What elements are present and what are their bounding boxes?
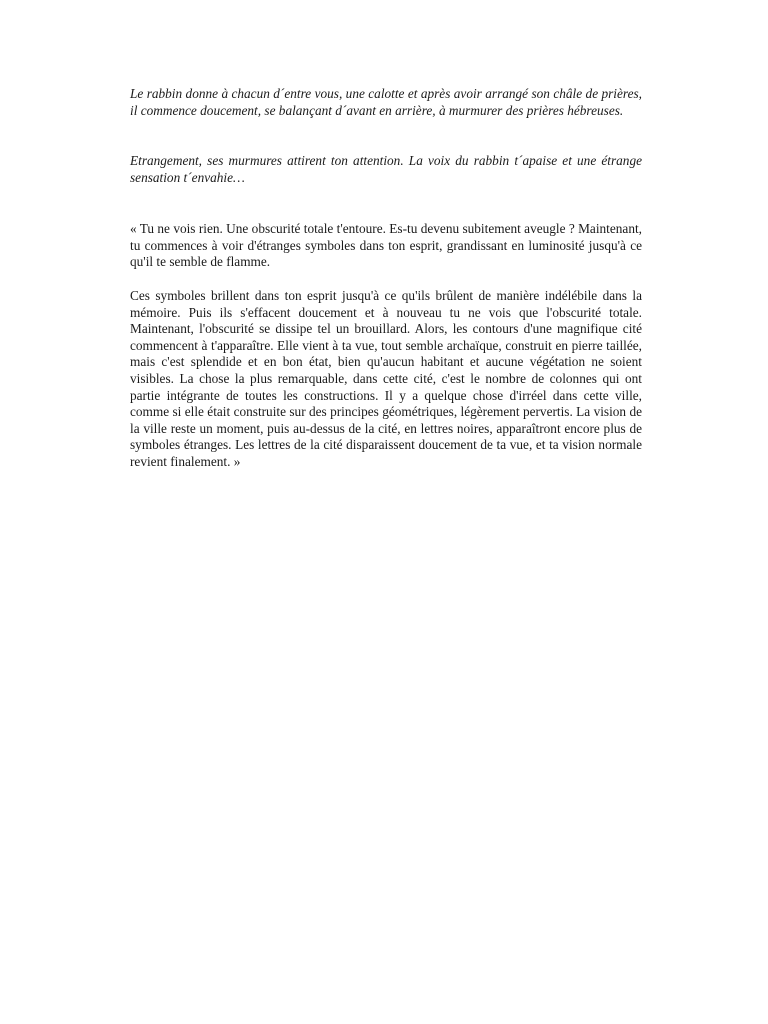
paragraph-city-vision: Ces symboles brillent dans ton esprit jusqu'à ce qu'ils brûlent de manière indélébile dans la mémoire. Puis ils s'effacent doucement et à nouveau tu ne vois que l'obscurité totale. Maintenant, l'obscurité se dissipe tel un brouillard. Alors, les contours d'une magnifique cité commencent à t'apparaître. Elle vient à ta vue, tout semble archaïque, construit en pierre taillée, mais c'est splendide et en bon état, bien qu'aucun habitant et aucune végétation ne soient visibles. La chose la plus remarquable, dans cette cité, c'est le nombre de colonnes qui ont partie intégrante de toutes les constructions. Il y a quelque chose d'irréel dans cette ville, comme si elle était construite sur des principes géométriques, légèrement pervertis. La vision de la ville reste un moment, puis au-dessus de la cité, en lettres noires, apparaîtront encore plus de symboles étranges. Les lettres de la cité disparaissent doucement de ta vue, et ta vision normale revient finalement. » <box>130 288 642 469</box>
paragraph-rabbin-prayer: Le rabbin donne à chacun d´entre vous, une calotte et après avoir arrangé son châle de prières, il commence doucement, se balançant d´avant en arrière, à murmurer des prières hébreuses. <box>130 86 642 118</box>
paragraph-strange-sensation: Etrangement, ses murmures attirent ton attention. La voix du rabbin t´apaise et une étrange sensation t´envahie… <box>130 153 642 185</box>
paragraph-darkness-vision: « Tu ne vois rien. Une obscurité totale t'entoure. Es-tu devenu subitement aveugle ? Maintenant, tu commences à voir d'étranges symboles dans ton esprit, grandissant en luminosité jusqu'à ce qu'il te semble de flamme. <box>130 221 642 270</box>
